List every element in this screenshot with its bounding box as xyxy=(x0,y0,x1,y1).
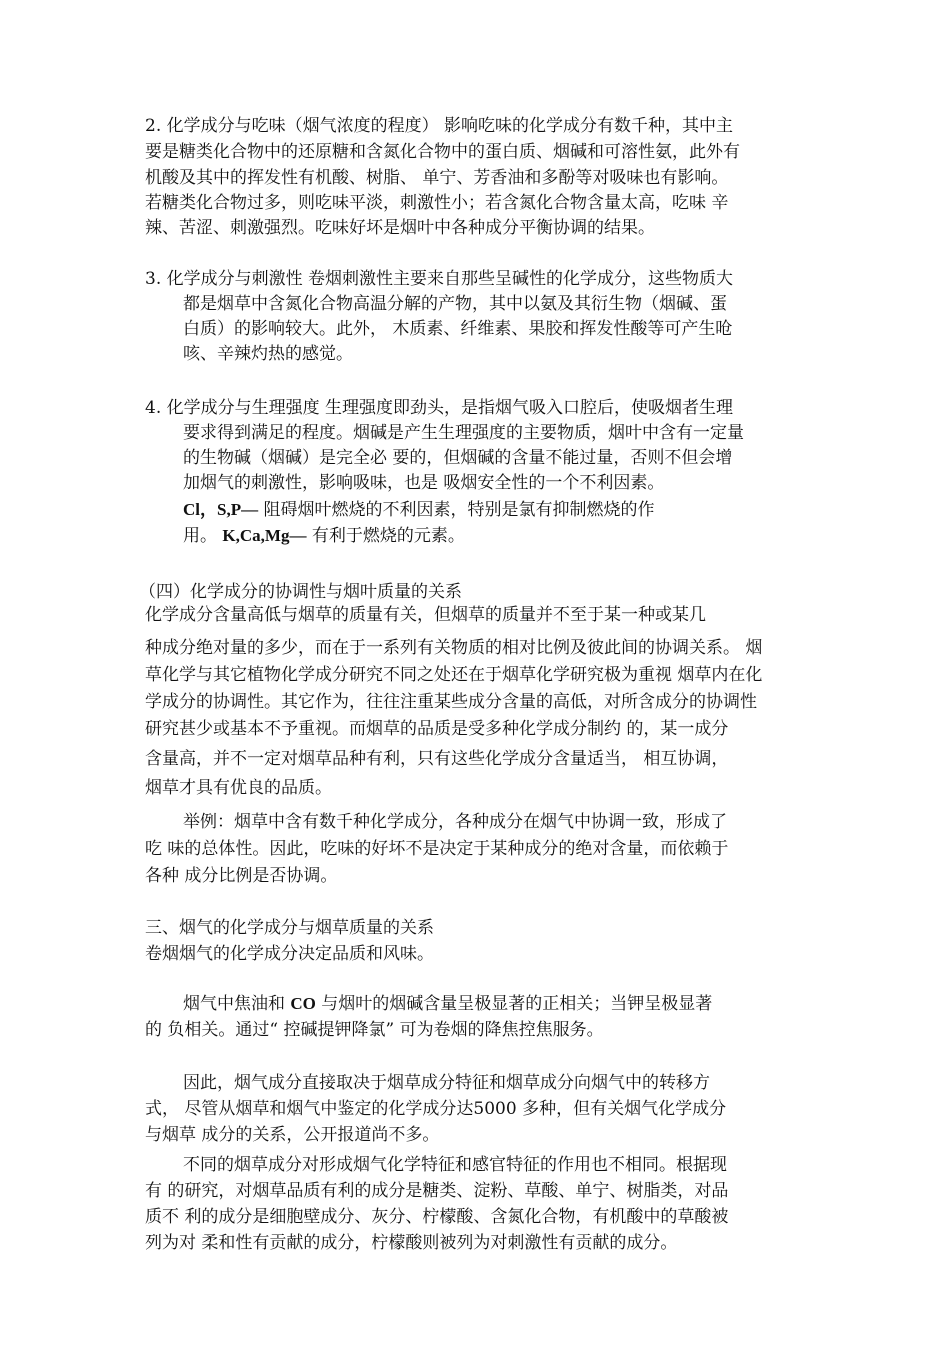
tar-text-b: 与烟叶的烟碱含量呈极显著的正相关；当钾呈极显著 xyxy=(315,994,713,1014)
section-2-line-5: 辣、苦涩、刺激强烈。吃味好坏是烟叶中各种成分平衡协调的结果。 xyxy=(145,218,655,238)
transfer-line-3: 与烟草 成分的关系，公开报道尚不多。 xyxy=(145,1125,440,1145)
section-4-line-2: 要求得到满足的程度。烟碱是产生生理强度的主要物质，烟叶中含有一定量 xyxy=(183,423,744,443)
section-four-line-2: 种成分绝对量的多少，而在于一系列有关物质的相对比例及彼此间的协调关系。 烟 xyxy=(145,638,763,658)
section-four-line-4: 学成分的协调性。其它作为，往往注重某些成分含量的高低，对所含成分的协调性 xyxy=(145,692,757,712)
promoter-prefix: 用。 xyxy=(183,526,223,546)
example-line-3: 各种 成分比例是否协调。 xyxy=(145,866,338,886)
diff-line-2: 有 的研究，对烟草品质有利的成分是糖类、淀粉、草酸、单宁、树脂类，对品 xyxy=(145,1181,729,1201)
section-2-line-3: 机酸及其中的挥发性有机酸、树脂、 单宁、芳香油和多酚等对吸味也有影响。 xyxy=(145,168,729,188)
tar-co-line-2: 的 负相关。通过“ 控碱提钾降氯” 可为卷烟的降焦控焦服务。 xyxy=(145,1020,604,1040)
diff-line-3: 质不 利的成分是细胞壁成分、灰分、柠檬酸、含氮化合物，有机酸中的草酸被 xyxy=(145,1207,729,1227)
section-three-heading: 三、烟气的化学成分与烟草质量的关系 xyxy=(145,918,434,938)
section-three-line-1: 卷烟烟气的化学成分决定品质和风味。 xyxy=(145,944,434,964)
tar-text-a: 烟气中焦油和 xyxy=(183,994,291,1014)
section-four-line-7: 烟草才具有优良的品质。 xyxy=(145,778,332,798)
co-symbol: CO xyxy=(290,994,316,1013)
inhibitor-text: 阻碍烟叶燃烧的不利因素，特别是氯有抑制燃烧的作 xyxy=(258,500,655,520)
section-4-line-3: 的生物碱（烟碱）是完全必 要的，但烟碱的含量不能过量，否则不但会增 xyxy=(183,448,733,468)
promoter-elements: K,Ca,Mg— xyxy=(222,526,307,545)
section-2-line-1: 2. 化学成分与吃味（烟气浓度的程度） 影响吃味的化学成分有数千种，其中主 xyxy=(145,116,734,136)
promoter-text: 有利于燃烧的元素。 xyxy=(306,526,465,546)
section-3-line-3: 白质）的影响较大。此外， 木质素、纤维素、果胶和挥发性酸等可产生呛 xyxy=(183,319,733,339)
burning-inhibitors-line xyxy=(183,500,655,520)
section-four-heading: （四）化学成分的协调性与烟叶质量的关系 xyxy=(139,582,462,602)
diff-line-1: 不同的烟草成分对形成烟气化学特征和感官特征的作用也不相同。根据现 xyxy=(183,1155,727,1175)
section-four-line-1: 化学成分含量高低与烟草的质量有关，但烟草的质量并不至于某一种或某几 xyxy=(145,605,706,625)
section-2-line-4: 若糖类化合物过多，则吃味平淡，刺激性小；若含氮化合物含量太高，吃味 辛 xyxy=(145,193,729,213)
inhibitor-elements: Cl，S,P— xyxy=(183,500,259,519)
section-4-line-1: 4. 化学成分与生理强度 生理强度即劲头，是指烟气吸入口腔后，使吸烟者生理 xyxy=(145,398,734,418)
section-2-line-2: 要是糖类化合物中的还原糖和含氮化合物中的蛋白质、烟碱和可溶性氨，此外有 xyxy=(145,142,740,162)
section-four-line-6: 含量高，并不一定对烟草品种有利，只有这些化学成分含量适当， 相互协调， xyxy=(145,749,729,769)
burning-promoters-line xyxy=(183,526,465,546)
section-4-line-4: 加烟气的刺激性，影响吸味，也是 吸烟安全性的一个不利因素。 xyxy=(183,473,665,493)
tar-co-line-1 xyxy=(183,994,712,1014)
section-four-line-5: 研究甚少或基本不予重视。而烟草的品质是受多种化学成分制约 的，某一成分 xyxy=(145,719,729,739)
section-3-line-2: 都是烟草中含氮化合物高温分解的产物，其中以氨及其衍生物（烟碱、蛋 xyxy=(183,294,727,314)
transfer-line-2: 式， 尽管从烟草和烟气中鉴定的化学成分达5000 多种，但有关烟气化学成分 xyxy=(145,1099,727,1119)
diff-line-4: 列为对 柔和性有贡献的成分，柠檬酸则被列为对刺激性有贡献的成分。 xyxy=(145,1233,678,1253)
example-line-1: 举例：烟草中含有数千种化学成分，各种成分在烟气中协调一致，形成了 xyxy=(183,812,727,832)
example-line-2: 吃 味的总体性。因此，吃味的好坏不是决定于某种成分的绝对含量，而依赖于 xyxy=(145,839,729,859)
section-four-line-3: 草化学与其它植物化学成分研究不同之处还在于烟草化学研究极为重视 烟草内在化 xyxy=(145,665,763,685)
section-3-line-1: 3. 化学成分与刺激性 卷烟刺激性主要来自那些呈碱性的化学成分，这些物质大 xyxy=(145,269,734,289)
section-3-line-4: 咳、辛辣灼热的感觉。 xyxy=(183,344,353,364)
transfer-line-1: 因此，烟气成分直接取决于烟草成分特征和烟草成分向烟气中的转移方 xyxy=(183,1073,710,1093)
